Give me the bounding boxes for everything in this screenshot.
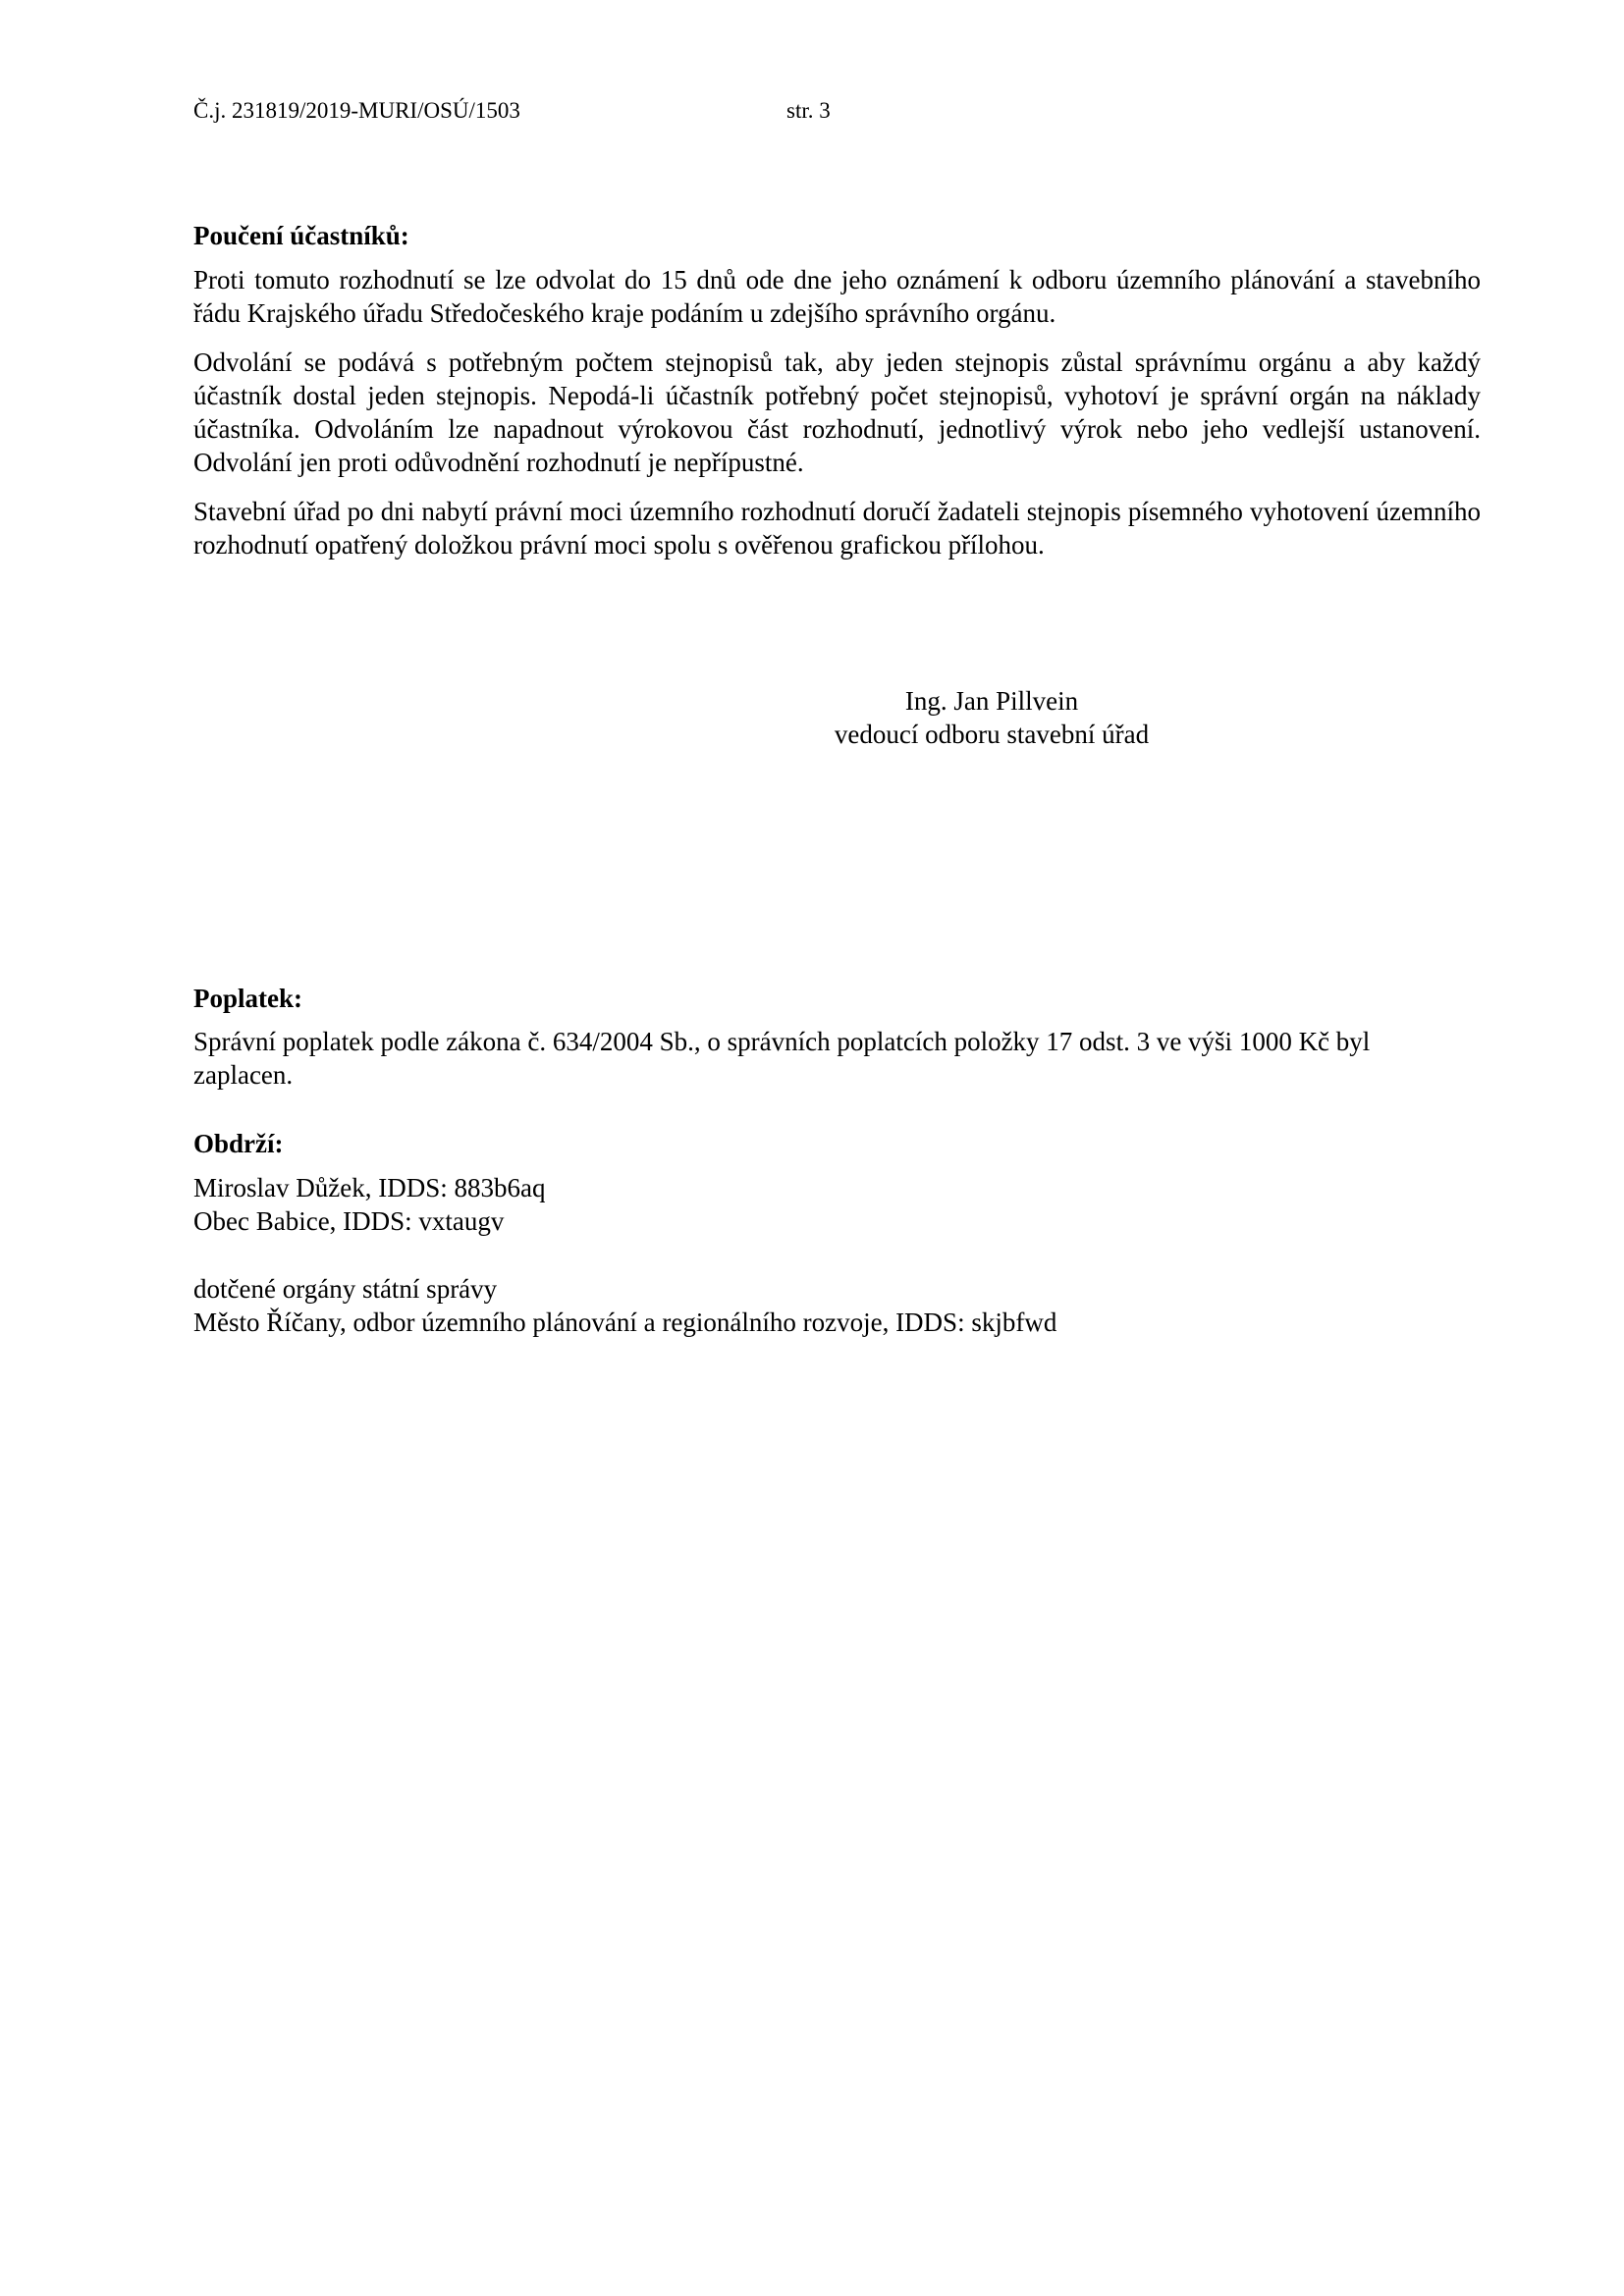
instructions-paragraph-3: Stavební úřad po dni nabytí právní moci územního rozhodnutí doručí žadateli stejnopis písemného vyhotovení územního rozhodnutí opatřený doložkou právní moci spolu s ověřenou grafickou přílohou. — [193, 497, 1481, 560]
instructions-body — [193, 263, 1481, 561]
fee-text: Správní poplatek podle zákona č. 634/2004 Sb., o správních poplatcích položky 17 odst. 3 ve výši 1000 Kč byl zaplacen. — [193, 1027, 1371, 1090]
signatory-title: vedoucí odboru stavební úřad — [834, 720, 1150, 749]
fee-heading: Poplatek: — [193, 984, 302, 1013]
page-number: str. 3 — [786, 98, 831, 123]
recipient-item: Miroslav Důžek, IDDS: 883b6aq — [193, 1173, 546, 1202]
instructions-heading: Poučení účastníků: — [193, 221, 409, 250]
recipient-item: Obec Babice, IDDS: vxtaugv — [193, 1206, 505, 1236]
signature-block — [746, 684, 1237, 751]
instructions-paragraph-2: Odvolání se podává s potřebným počtem stejnopisů tak, aby jeden stejnopis zůstal správnímu orgánu a aby každý účastník dostal jeden stejnopis. Nepodá-li účastník potřebný počet stejnopisů, vyhotoví je správní orgán na náklady účastníka. Odvoláním lze napadnout výrokovou část rozhodnutí, jednotlivý výrok nebo jeho vedlejší ustanovení. Odvolání jen proti odůvodnění rozhodnutí je nepřípustné. — [193, 347, 1481, 477]
fee-body — [193, 1025, 1460, 1092]
reference-number: Č.j. 231819/2019-MURI/OSÚ/1503 — [193, 98, 520, 123]
authority-item: Město Říčany, odbor územního plánování a regionálního rozvoje, IDDS: skjbfwd — [193, 1308, 1057, 1337]
instructions-paragraph-1: Proti tomuto rozhodnutí se lze odvolat do 15 dnů ode dne jeho oznámení k odboru územního plánování a stavebního řádu Krajského úřadu Středočeského kraje podáním u zdejšího správního orgánu. — [193, 265, 1481, 328]
authorities-heading: dotčené orgány státní správy — [193, 1274, 498, 1304]
recipients-heading: Obdrží: — [193, 1129, 284, 1158]
signatory-name: Ing. Jan Pillvein — [904, 686, 1079, 716]
